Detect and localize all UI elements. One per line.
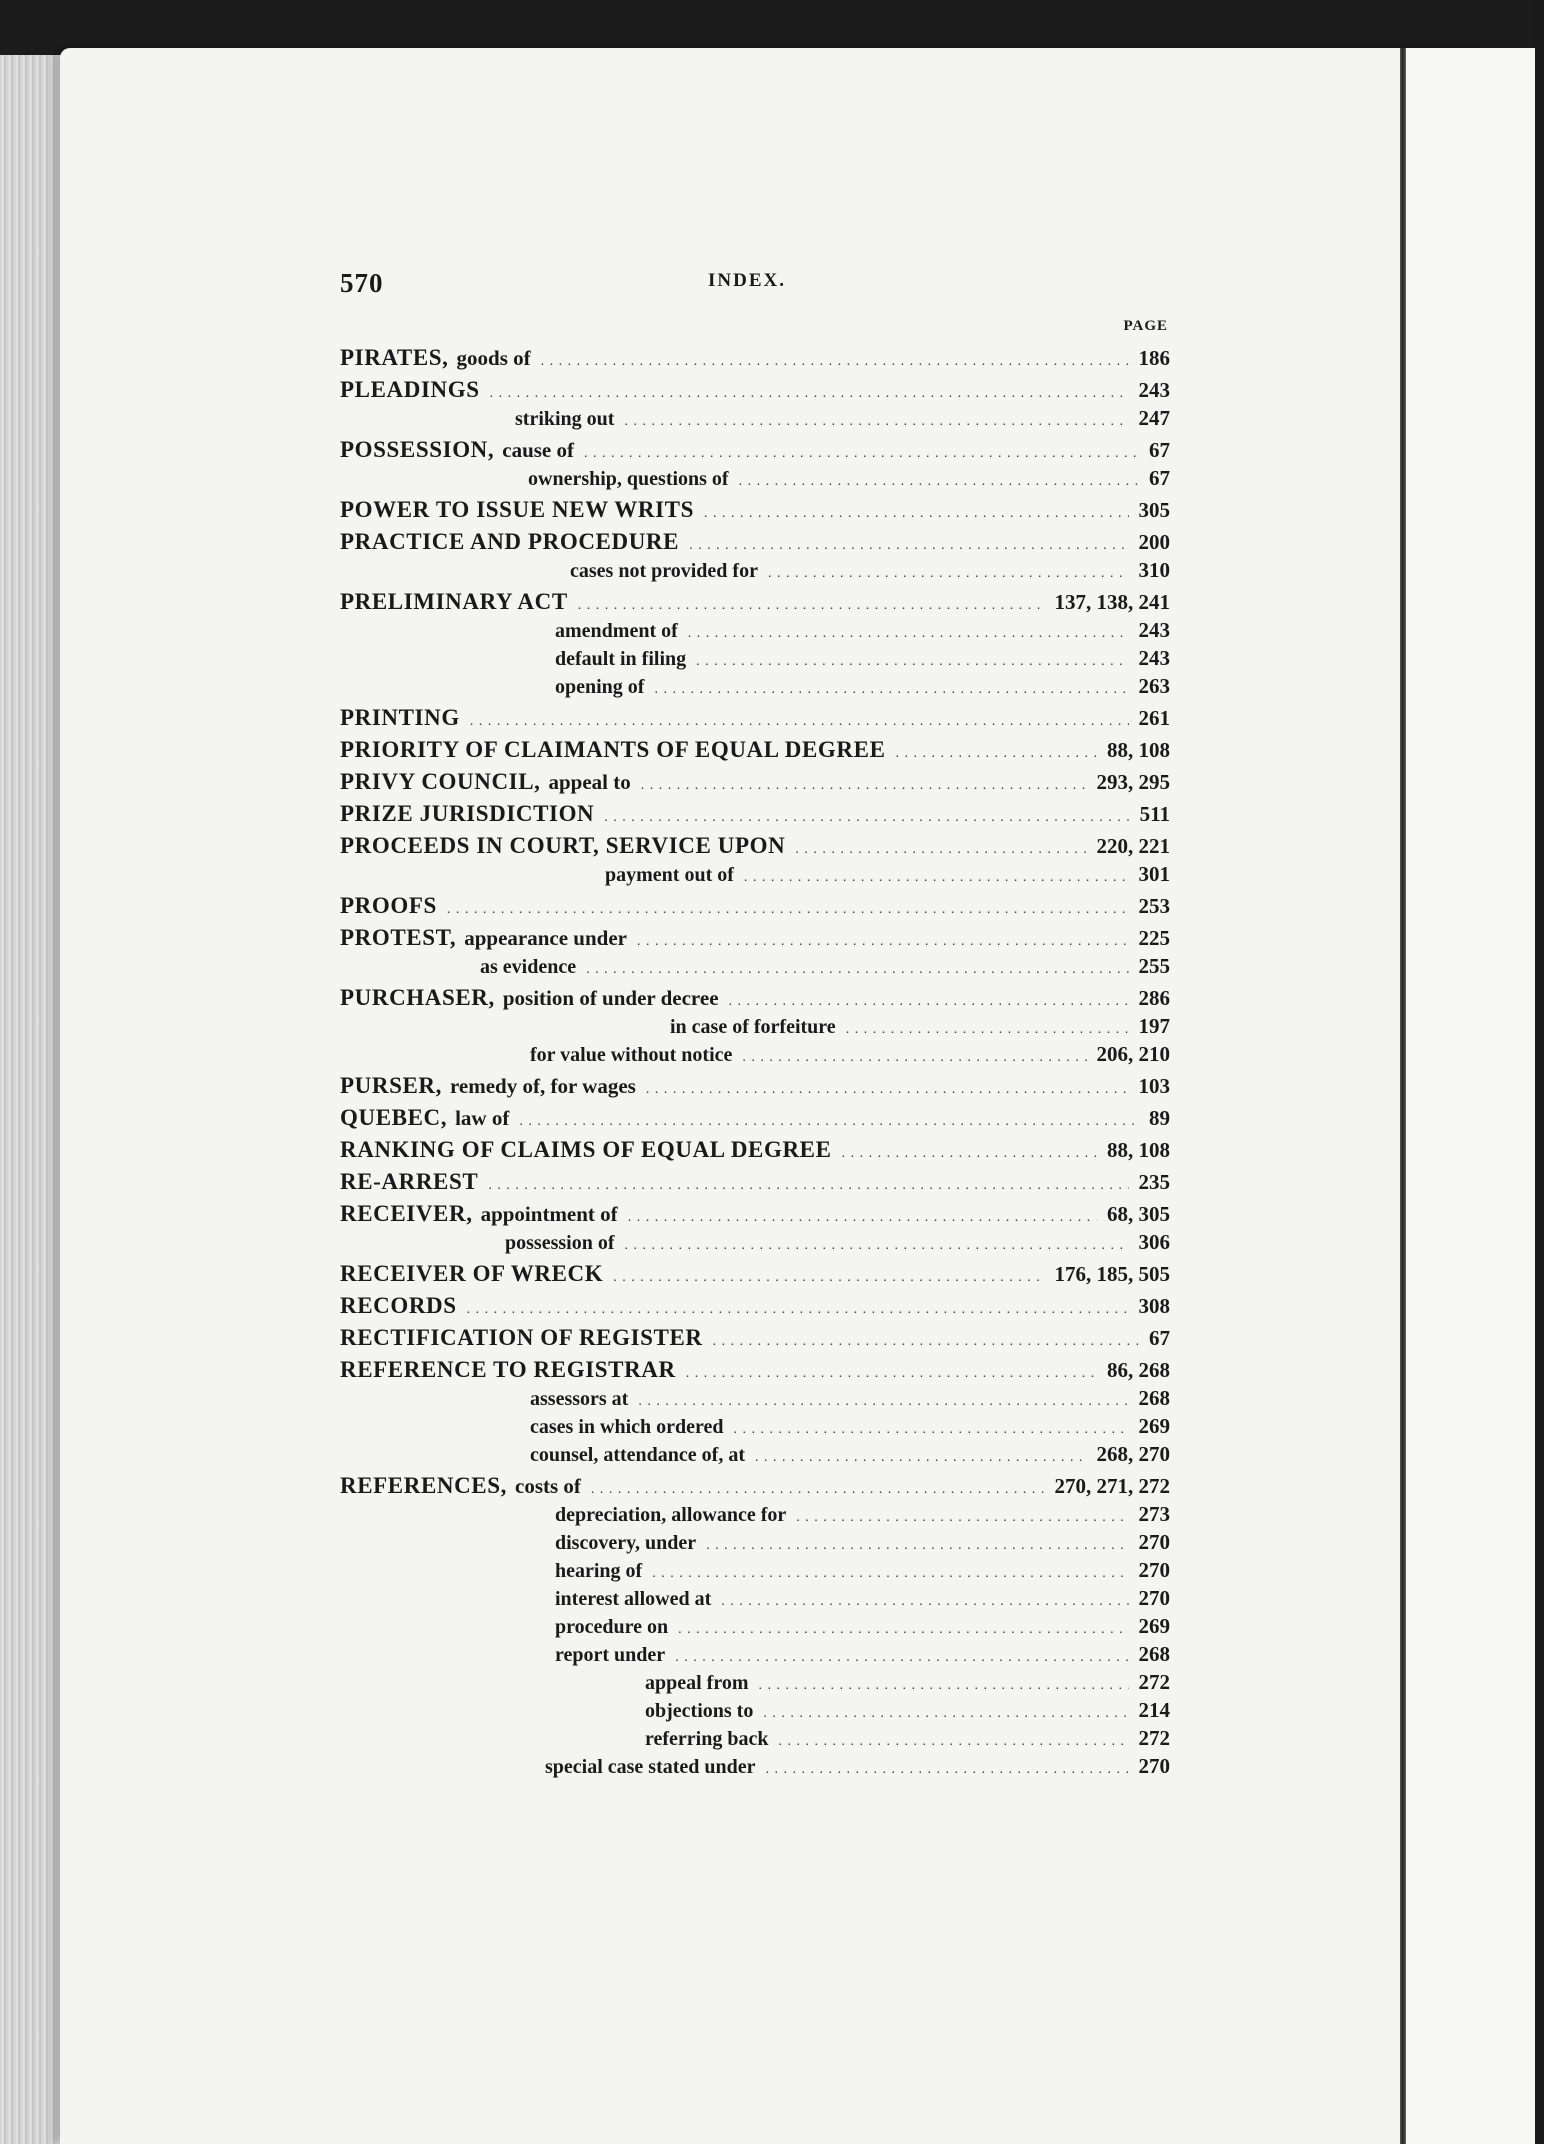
entry-term: PROCEEDS IN COURT, SERVICE UPON xyxy=(340,833,786,858)
entry-term: PURCHASER, xyxy=(340,985,495,1010)
entry-page-numbers: 310 xyxy=(1138,558,1170,582)
entry-page-numbers: 243 xyxy=(1138,646,1170,670)
entry-subheading: appeal to xyxy=(548,770,631,794)
entry-term: QUEBEC, xyxy=(340,1105,448,1130)
dot-leader xyxy=(686,1356,1097,1388)
index-entries xyxy=(340,343,1170,1780)
index-subentry xyxy=(340,1640,1170,1668)
dot-leader xyxy=(638,1385,1128,1416)
dot-leader xyxy=(689,528,1128,560)
index-subentry xyxy=(340,1668,1170,1696)
entry-page-numbers: 103 xyxy=(1138,1074,1170,1098)
entry-subheading: objections to xyxy=(645,1700,754,1722)
entry-subheading: counsel, attendance of, at xyxy=(530,1444,745,1466)
entry-subheading: hearing of xyxy=(555,1560,643,1582)
dot-leader xyxy=(654,673,1128,704)
index-entry xyxy=(340,1199,1170,1228)
entry-term: PRELIMINARY ACT xyxy=(340,589,568,614)
entry-subheading: report under xyxy=(555,1644,666,1666)
entry-page-numbers: 88, 108 xyxy=(1107,738,1170,762)
entry-page-numbers: 220, 221 xyxy=(1096,834,1170,858)
index-entry xyxy=(340,587,1170,616)
entry-page-numbers: 268, 270 xyxy=(1096,1442,1170,1466)
index-subentry xyxy=(340,404,1170,432)
entry-page-numbers: 270 xyxy=(1138,1754,1170,1778)
entry-subheading: appointment of xyxy=(480,1202,618,1226)
entry-page-numbers: 89 xyxy=(1149,1106,1170,1130)
index-entry xyxy=(340,435,1170,464)
dot-leader xyxy=(755,1441,1087,1472)
index-subentry xyxy=(340,616,1170,644)
index-entry xyxy=(340,1103,1170,1132)
entry-subheading: as evidence xyxy=(480,956,577,978)
index-entry xyxy=(340,1355,1170,1384)
entry-page-numbers: 273 xyxy=(1138,1502,1170,1526)
index-subentry xyxy=(340,860,1170,888)
entry-term: RE-ARREST xyxy=(340,1169,479,1194)
dot-leader xyxy=(713,1324,1139,1356)
entry-subheading: interest allowed at xyxy=(555,1588,712,1610)
index-subentry xyxy=(340,1696,1170,1724)
dot-leader xyxy=(628,1200,1097,1232)
entry-page-numbers: 306 xyxy=(1138,1230,1170,1254)
entry-page-numbers: 67 xyxy=(1149,1326,1170,1350)
dot-leader xyxy=(447,892,1129,924)
entry-term: PURSER, xyxy=(340,1073,442,1098)
entry-subheading: depreciation, allowance for xyxy=(555,1504,787,1526)
entry-term: REFERENCES, xyxy=(340,1473,507,1498)
dot-leader xyxy=(896,736,1097,768)
entry-term: PRINTING xyxy=(340,705,460,730)
entry-page-numbers: 197 xyxy=(1138,1014,1170,1038)
dot-leader xyxy=(613,1260,1044,1292)
entry-subheading: discovery, under xyxy=(555,1532,697,1554)
dot-leader xyxy=(766,1753,1129,1784)
dot-leader xyxy=(744,861,1129,892)
entry-page-numbers: 269 xyxy=(1138,1414,1170,1438)
entry-page-numbers: 247 xyxy=(1138,406,1170,430)
entry-page-numbers: 272 xyxy=(1138,1726,1170,1750)
entry-term: RECEIVER OF WRECK xyxy=(340,1261,604,1286)
dot-leader xyxy=(688,617,1129,648)
index-entry xyxy=(340,891,1170,920)
dot-leader xyxy=(729,984,1129,1016)
entry-page-numbers: 235 xyxy=(1138,1170,1170,1194)
entry-term: PROOFS xyxy=(340,893,437,918)
entry-page-numbers: 68, 305 xyxy=(1107,1202,1170,1226)
page-number: 570 xyxy=(340,268,384,298)
entry-term: PRACTICE AND PROCEDURE xyxy=(340,529,680,554)
entry-page-numbers: 301 xyxy=(1138,862,1170,886)
entry-subheading: cases not provided for xyxy=(570,560,758,582)
dot-leader xyxy=(470,704,1129,736)
entry-subheading: cause of xyxy=(502,438,574,462)
index-subentry xyxy=(340,1412,1170,1440)
entry-term: PLEADINGS xyxy=(340,377,480,402)
dot-leader xyxy=(696,645,1128,676)
entry-page-numbers: 263 xyxy=(1138,674,1170,698)
entry-page-numbers: 243 xyxy=(1138,378,1170,402)
index-subentry xyxy=(340,1040,1170,1068)
entry-page-numbers: 270, 271, 272 xyxy=(1054,1474,1170,1498)
entry-page-numbers: 137, 138, 241 xyxy=(1054,590,1170,614)
entry-subheading: appeal from xyxy=(645,1672,749,1694)
entry-term: RANKING OF CLAIMS OF EQUAL DEGREE xyxy=(340,1137,832,1162)
index-subentry xyxy=(340,672,1170,700)
entry-subheading: appearance under xyxy=(464,926,627,950)
dot-leader xyxy=(739,465,1139,496)
index-subentry xyxy=(340,1752,1170,1780)
entry-subheading: law of xyxy=(455,1106,510,1130)
entry-page-numbers: 67 xyxy=(1149,438,1170,462)
dot-leader xyxy=(519,1104,1139,1136)
entry-page-numbers: 243 xyxy=(1138,618,1170,642)
entry-page-numbers: 305 xyxy=(1138,498,1170,522)
dot-leader xyxy=(578,588,1045,620)
dot-leader xyxy=(768,557,1129,588)
entry-page-numbers: 308 xyxy=(1138,1294,1170,1318)
index-subentry xyxy=(340,1584,1170,1612)
entry-subheading: position of under decree xyxy=(502,986,719,1010)
dot-leader xyxy=(604,800,1129,832)
dot-leader xyxy=(846,1013,1129,1044)
entry-page-numbers: 67 xyxy=(1149,466,1170,490)
entry-subheading: in case of forfeiture xyxy=(670,1016,836,1038)
entry-subheading: opening of xyxy=(555,676,645,698)
entry-page-numbers: 286 xyxy=(1138,986,1170,1010)
dot-leader xyxy=(706,1529,1128,1560)
entry-page-numbers: 268 xyxy=(1138,1386,1170,1410)
entry-page-numbers: 253 xyxy=(1138,894,1170,918)
index-subentry xyxy=(340,1228,1170,1256)
index-content xyxy=(340,268,1170,1780)
dot-leader xyxy=(624,405,1128,436)
index-entry xyxy=(340,799,1170,828)
entry-page-numbers: 261 xyxy=(1138,706,1170,730)
dot-leader xyxy=(584,436,1139,468)
entry-page-numbers: 200 xyxy=(1138,530,1170,554)
entry-term: PROTEST, xyxy=(340,925,457,950)
dot-leader xyxy=(488,1168,1128,1200)
index-subentry xyxy=(340,1528,1170,1556)
entry-page-numbers: 206, 210 xyxy=(1096,1042,1170,1066)
dot-leader xyxy=(842,1136,1097,1168)
dot-leader xyxy=(624,1229,1128,1260)
entry-page-numbers: 270 xyxy=(1138,1558,1170,1582)
entry-subheading: cases in which ordered xyxy=(530,1416,724,1438)
index-entry xyxy=(340,703,1170,732)
entry-term: PIRATES, xyxy=(340,345,449,370)
dot-leader xyxy=(675,1641,1128,1672)
dot-leader xyxy=(641,768,1087,800)
entry-term: PRIZE JURISDICTION xyxy=(340,801,595,826)
dot-leader xyxy=(652,1557,1128,1588)
dot-leader xyxy=(591,1472,1045,1504)
entry-term: PRIVY COUNCIL, xyxy=(340,769,541,794)
entry-page-numbers: 269 xyxy=(1138,1614,1170,1638)
dot-leader xyxy=(763,1697,1128,1728)
index-entry xyxy=(340,767,1170,796)
dot-leader xyxy=(541,344,1129,376)
entry-page-numbers: 86, 268 xyxy=(1107,1358,1170,1382)
dot-leader xyxy=(742,1041,1086,1072)
entry-page-numbers: 88, 108 xyxy=(1107,1138,1170,1162)
index-entry xyxy=(340,343,1170,372)
dot-leader xyxy=(490,376,1129,408)
page-header xyxy=(340,268,1170,308)
dot-leader xyxy=(467,1292,1129,1324)
dot-leader xyxy=(704,496,1129,528)
index-entry xyxy=(340,735,1170,764)
index-subentry xyxy=(340,1012,1170,1040)
entry-term: RECEIVER, xyxy=(340,1201,473,1226)
index-entry xyxy=(340,923,1170,952)
entry-page-numbers: 511 xyxy=(1139,802,1170,826)
entry-subheading: possession of xyxy=(505,1232,615,1254)
scan-background-right xyxy=(1535,0,1544,2144)
dot-leader xyxy=(796,1501,1128,1532)
running-head: INDEX. xyxy=(708,270,786,291)
next-page-strip xyxy=(1406,48,1544,2144)
index-entry xyxy=(340,1291,1170,1320)
dot-leader xyxy=(586,953,1128,984)
index-entry xyxy=(340,1471,1170,1500)
index-entry xyxy=(340,1323,1170,1352)
dot-leader xyxy=(779,1725,1129,1756)
entry-subheading: default in filing xyxy=(555,648,687,670)
dot-leader xyxy=(637,924,1129,956)
entry-term: POSSESSION, xyxy=(340,437,495,462)
entry-page-numbers: 293, 295 xyxy=(1096,770,1170,794)
dot-leader xyxy=(795,832,1086,864)
entry-subheading: procedure on xyxy=(555,1616,669,1638)
entry-page-numbers: 176, 185, 505 xyxy=(1054,1262,1170,1286)
entry-subheading: special case stated under xyxy=(545,1756,756,1778)
index-subentry xyxy=(340,1500,1170,1528)
index-subentry xyxy=(340,1724,1170,1752)
page-column-label: PAGE xyxy=(1123,318,1168,334)
index-entry xyxy=(340,1135,1170,1164)
index-subentry xyxy=(340,1384,1170,1412)
entry-term: REFERENCE TO REGISTRAR xyxy=(340,1357,676,1382)
dot-leader xyxy=(678,1613,1128,1644)
entry-subheading: goods of xyxy=(456,346,531,370)
entry-page-numbers: 225 xyxy=(1138,926,1170,950)
index-subentry xyxy=(340,1556,1170,1584)
index-entry xyxy=(340,1259,1170,1288)
entry-page-numbers: 272 xyxy=(1138,1670,1170,1694)
entry-page-numbers: 214 xyxy=(1138,1698,1170,1722)
dot-leader xyxy=(721,1585,1128,1616)
entry-subheading: assessors at xyxy=(530,1388,629,1410)
index-subentry xyxy=(340,644,1170,672)
index-subentry xyxy=(340,1440,1170,1468)
index-entry xyxy=(340,1071,1170,1100)
index-entry xyxy=(340,495,1170,524)
index-entry xyxy=(340,375,1170,404)
entry-page-numbers: 255 xyxy=(1138,954,1170,978)
index-entry xyxy=(340,831,1170,860)
dot-leader xyxy=(734,1413,1129,1444)
index-entry xyxy=(340,1167,1170,1196)
entry-subheading: ownership, questions of xyxy=(528,468,729,490)
entry-term: POWER TO ISSUE NEW WRITS xyxy=(340,497,694,522)
entry-subheading: remedy of, for wages xyxy=(449,1074,636,1098)
entry-subheading: amendment of xyxy=(555,620,678,642)
entry-term: PRIORITY OF CLAIMANTS OF EQUAL DEGREE xyxy=(340,737,886,762)
index-subentry xyxy=(340,464,1170,492)
entry-term: RECTIFICATION OF REGISTER xyxy=(340,1325,703,1350)
entry-page-numbers: 268 xyxy=(1138,1642,1170,1666)
index-subentry xyxy=(340,1612,1170,1640)
entry-subheading: for value without notice xyxy=(530,1044,733,1066)
dot-leader xyxy=(646,1072,1129,1104)
entry-subheading: costs of xyxy=(515,1474,581,1498)
entry-page-numbers: 186 xyxy=(1138,346,1170,370)
entry-subheading: referring back xyxy=(645,1728,769,1750)
index-subentry xyxy=(340,952,1170,980)
entry-term: RECORDS xyxy=(340,1293,457,1318)
entry-subheading: striking out xyxy=(515,408,615,430)
index-entry xyxy=(340,983,1170,1012)
entry-page-numbers: 270 xyxy=(1138,1586,1170,1610)
entry-subheading: payment out of xyxy=(605,864,734,886)
index-entry xyxy=(340,527,1170,556)
index-subentry xyxy=(340,556,1170,584)
entry-page-numbers: 270 xyxy=(1138,1530,1170,1554)
dot-leader xyxy=(759,1669,1129,1700)
